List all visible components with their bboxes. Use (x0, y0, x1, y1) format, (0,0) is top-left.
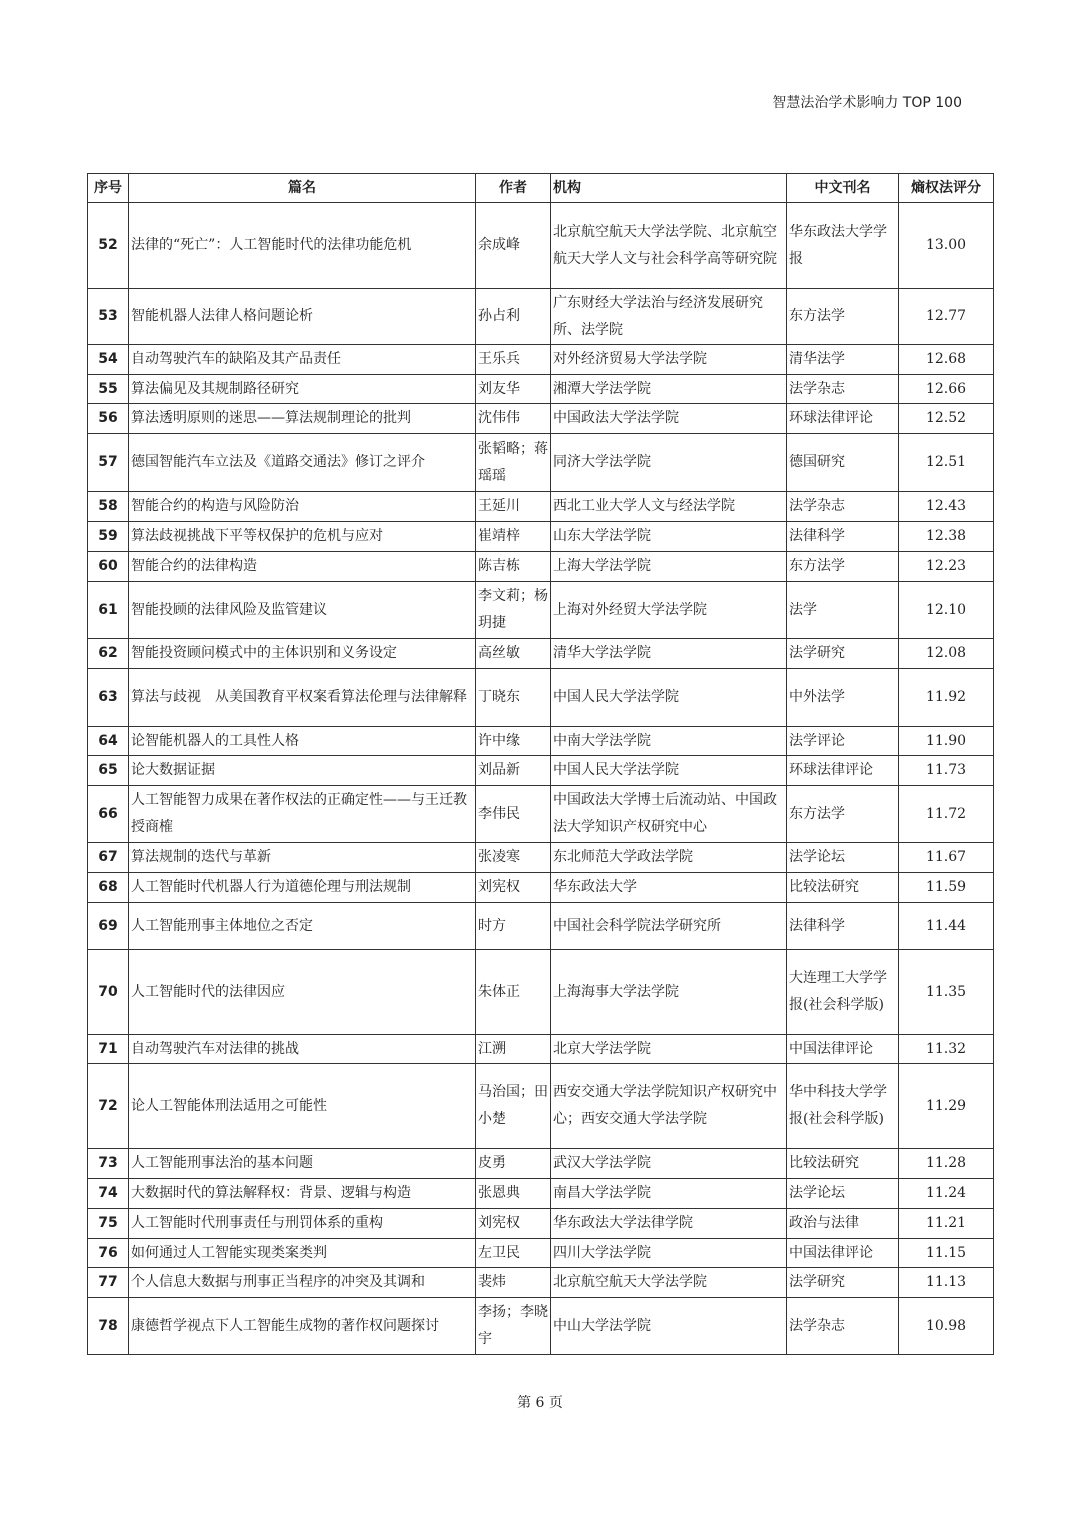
cell-title: 康德哲学视点下人工智能生成物的著作权问题探讨 (129, 1298, 476, 1355)
cell-institution: 广东财经大学法治与经济发展研究所、法学院 (551, 289, 787, 345)
cell-score: 11.32 (899, 1035, 994, 1064)
cell-score: 12.10 (899, 582, 994, 639)
cell-rank: 56 (88, 404, 129, 434)
table-row (88, 950, 994, 1035)
cell-score: 12.38 (899, 522, 994, 552)
cell-rank: 60 (88, 552, 129, 582)
cell-author: 刘品新 (476, 756, 551, 786)
cell-journal: 中国法律评论 (787, 1035, 899, 1064)
cell-rank: 78 (88, 1298, 129, 1355)
table-row (88, 786, 994, 843)
cell-score: 12.77 (899, 289, 994, 345)
cell-title: 智能合约的法律构造 (129, 552, 476, 582)
cell-rank: 65 (88, 756, 129, 786)
cell-score: 12.08 (899, 639, 994, 669)
cell-author: 马治国；田小楚 (476, 1064, 551, 1149)
cell-author: 高丝敏 (476, 639, 551, 669)
cell-score: 11.29 (899, 1064, 994, 1149)
cell-title: 论人工智能体刑法适用之可能性 (129, 1064, 476, 1149)
cell-institution: 四川大学法学院 (551, 1239, 787, 1268)
cell-rank: 61 (88, 582, 129, 639)
cell-institution: 中国政法大学博士后流动站、中国政法大学知识产权研究中心 (551, 786, 787, 843)
cell-journal: 德国研究 (787, 434, 899, 492)
cell-title: 智能机器人法律人格问题论析 (129, 289, 476, 345)
cell-title: 人工智能刑事法治的基本问题 (129, 1149, 476, 1179)
cell-title: 大数据时代的算法解释权：背景、逻辑与构造 (129, 1179, 476, 1209)
cell-institution: 中山大学法学院 (551, 1298, 787, 1355)
cell-rank: 55 (88, 375, 129, 404)
cell-author: 李文莉；杨玥捷 (476, 582, 551, 639)
cell-author: 皮勇 (476, 1149, 551, 1179)
cell-author: 张恩典 (476, 1179, 551, 1209)
cell-rank: 67 (88, 843, 129, 873)
cell-institution: 中国社会科学院法学研究所 (551, 903, 787, 950)
cell-rank: 71 (88, 1035, 129, 1064)
col-title: 篇名 (129, 174, 476, 203)
cell-score: 11.28 (899, 1149, 994, 1179)
cell-institution: 中国人民大学法学院 (551, 669, 787, 727)
cell-title: 算法与歧视 从美国教育平权案看算法伦理与法律解释 (129, 669, 476, 727)
cell-author: 丁晓东 (476, 669, 551, 727)
table-row (88, 404, 994, 434)
cell-institution: 同济大学法学院 (551, 434, 787, 492)
cell-score: 12.43 (899, 492, 994, 522)
cell-title: 算法规制的迭代与革新 (129, 843, 476, 873)
cell-journal: 环球法律评论 (787, 404, 899, 434)
cell-score: 11.15 (899, 1239, 994, 1268)
cell-score: 11.13 (899, 1268, 994, 1298)
table-row (88, 639, 994, 669)
table-row (88, 1209, 994, 1239)
cell-journal: 中外法学 (787, 669, 899, 727)
cell-journal: 东方法学 (787, 552, 899, 582)
cell-journal: 法学论坛 (787, 843, 899, 873)
cell-score: 11.35 (899, 950, 994, 1035)
cell-institution: 华东政法大学法律学院 (551, 1209, 787, 1239)
cell-institution: 中国人民大学法学院 (551, 756, 787, 786)
cell-rank: 53 (88, 289, 129, 345)
cell-institution: 清华大学法学院 (551, 639, 787, 669)
cell-score: 11.24 (899, 1179, 994, 1209)
table-row (88, 727, 994, 756)
table-row (88, 582, 994, 639)
cell-institution: 湘潭大学法学院 (551, 375, 787, 404)
page-number: 第 6 页 (517, 1395, 563, 1411)
cell-author: 崔靖梓 (476, 522, 551, 552)
cell-rank: 57 (88, 434, 129, 492)
cell-score: 12.68 (899, 345, 994, 375)
cell-score: 11.67 (899, 843, 994, 873)
cell-title: 人工智能时代刑事责任与刑罚体系的重构 (129, 1209, 476, 1239)
cell-journal: 法学研究 (787, 639, 899, 669)
cell-journal: 法学论坛 (787, 1179, 899, 1209)
cell-author: 王延川 (476, 492, 551, 522)
cell-institution: 上海大学法学院 (551, 552, 787, 582)
cell-journal: 政治与法律 (787, 1209, 899, 1239)
cell-rank: 62 (88, 639, 129, 669)
cell-institution: 华东政法大学 (551, 873, 787, 903)
cell-journal: 法学评论 (787, 727, 899, 756)
cell-score: 12.66 (899, 375, 994, 404)
cell-journal: 大连理工大学学报(社会科学版) (787, 950, 899, 1035)
cell-journal: 华东政法大学学报 (787, 203, 899, 289)
col-institution: 机构 (551, 174, 787, 203)
col-score: 熵权法评分 (899, 174, 994, 203)
cell-journal: 华中科技大学学报(社会科学版) (787, 1064, 899, 1149)
cell-rank: 70 (88, 950, 129, 1035)
table-row (88, 903, 994, 950)
table-row (88, 203, 994, 289)
table-row (88, 1149, 994, 1179)
cell-rank: 76 (88, 1239, 129, 1268)
cell-institution: 南昌大学法学院 (551, 1179, 787, 1209)
table-row (88, 1064, 994, 1149)
cell-score: 11.21 (899, 1209, 994, 1239)
cell-title: 智能投资顾问模式中的主体识别和义务设定 (129, 639, 476, 669)
table-row (88, 552, 994, 582)
cell-rank: 63 (88, 669, 129, 727)
cell-title: 人工智能时代的法律因应 (129, 950, 476, 1035)
cell-journal: 法律科学 (787, 522, 899, 552)
cell-journal: 东方法学 (787, 289, 899, 345)
cell-rank: 59 (88, 522, 129, 552)
cell-rank: 52 (88, 203, 129, 289)
cell-rank: 69 (88, 903, 129, 950)
cell-score: 11.44 (899, 903, 994, 950)
cell-author: 余成峰 (476, 203, 551, 289)
cell-title: 自动驾驶汽车对法律的挑战 (129, 1035, 476, 1064)
cell-title: 自动驾驶汽车的缺陷及其产品责任 (129, 345, 476, 375)
cell-score: 12.23 (899, 552, 994, 582)
cell-journal: 清华法学 (787, 345, 899, 375)
cell-journal: 法律科学 (787, 903, 899, 950)
cell-institution: 西北工业大学人文与经法学院 (551, 492, 787, 522)
cell-score: 12.52 (899, 404, 994, 434)
cell-title: 如何通过人工智能实现类案类判 (129, 1239, 476, 1268)
cell-journal: 环球法律评论 (787, 756, 899, 786)
cell-author: 沈伟伟 (476, 404, 551, 434)
cell-rank: 66 (88, 786, 129, 843)
table-row (88, 756, 994, 786)
cell-score: 10.98 (899, 1298, 994, 1355)
table-row (88, 669, 994, 727)
cell-institution: 北京大学法学院 (551, 1035, 787, 1064)
cell-score: 13.00 (899, 203, 994, 289)
cell-title: 论大数据证据 (129, 756, 476, 786)
cell-author: 孙占利 (476, 289, 551, 345)
col-journal: 中文刊名 (787, 174, 899, 203)
table-row (88, 1239, 994, 1268)
cell-journal: 比较法研究 (787, 1149, 899, 1179)
cell-author: 王乐兵 (476, 345, 551, 375)
table-row (88, 434, 994, 492)
cell-score: 12.51 (899, 434, 994, 492)
cell-title: 个人信息大数据与刑事正当程序的冲突及其调和 (129, 1268, 476, 1298)
cell-institution: 中南大学法学院 (551, 727, 787, 756)
table-row (88, 345, 994, 375)
table-row (88, 522, 994, 552)
table-row (88, 375, 994, 404)
cell-author: 江溯 (476, 1035, 551, 1064)
cell-title: 德国智能汽车立法及《道路交通法》修订之评介 (129, 434, 476, 492)
cell-score: 11.90 (899, 727, 994, 756)
cell-institution: 对外经济贸易大学法学院 (551, 345, 787, 375)
cell-rank: 54 (88, 345, 129, 375)
cell-score: 11.59 (899, 873, 994, 903)
cell-score: 11.72 (899, 786, 994, 843)
cell-journal: 法学研究 (787, 1268, 899, 1298)
table-row (88, 289, 994, 345)
table-row (88, 1179, 994, 1209)
cell-institution: 上海海事大学法学院 (551, 950, 787, 1035)
cell-rank: 75 (88, 1209, 129, 1239)
cell-title: 法律的“死亡”：人工智能时代的法律功能危机 (129, 203, 476, 289)
cell-rank: 74 (88, 1179, 129, 1209)
cell-author: 裴炜 (476, 1268, 551, 1298)
ranking-table (87, 173, 994, 1355)
cell-author: 时方 (476, 903, 551, 950)
table-row (88, 492, 994, 522)
cell-rank: 64 (88, 727, 129, 756)
cell-journal: 东方法学 (787, 786, 899, 843)
cell-title: 算法透明原则的迷思——算法规制理论的批判 (129, 404, 476, 434)
cell-author: 许中缘 (476, 727, 551, 756)
cell-author: 李伟民 (476, 786, 551, 843)
cell-title: 人工智能刑事主体地位之否定 (129, 903, 476, 950)
cell-rank: 58 (88, 492, 129, 522)
cell-journal: 法学杂志 (787, 1298, 899, 1355)
cell-institution: 北京航空航天大学法学院、北京航空航天大学人文与社会科学高等研究院 (551, 203, 787, 289)
cell-journal: 法学杂志 (787, 492, 899, 522)
cell-institution: 西安交通大学法学院知识产权研究中心；西安交通大学法学院 (551, 1064, 787, 1149)
cell-author: 张韬略；蒋瑶瑶 (476, 434, 551, 492)
cell-rank: 77 (88, 1268, 129, 1298)
cell-author: 左卫民 (476, 1239, 551, 1268)
cell-rank: 68 (88, 873, 129, 903)
table-row (88, 873, 994, 903)
cell-author: 刘宪权 (476, 873, 551, 903)
cell-institution: 上海对外经贸大学法学院 (551, 582, 787, 639)
cell-journal: 法学杂志 (787, 375, 899, 404)
cell-journal: 比较法研究 (787, 873, 899, 903)
cell-title: 智能合约的构造与风险防治 (129, 492, 476, 522)
cell-journal: 法学 (787, 582, 899, 639)
cell-institution: 北京航空航天大学法学院 (551, 1268, 787, 1298)
cell-title: 算法偏见及其规制路径研究 (129, 375, 476, 404)
table-row (88, 1035, 994, 1064)
cell-rank: 72 (88, 1064, 129, 1149)
col-author: 作者 (476, 174, 551, 203)
table-row (88, 843, 994, 873)
cell-institution: 中国政法大学法学院 (551, 404, 787, 434)
cell-author: 刘宪权 (476, 1209, 551, 1239)
cell-title: 智能投顾的法律风险及监管建议 (129, 582, 476, 639)
running-header: 智慧法治学术影响力 TOP 100 (772, 95, 962, 111)
cell-author: 朱体正 (476, 950, 551, 1035)
table-header-row (88, 174, 994, 203)
cell-title: 人工智能智力成果在著作权法的正确定性——与王迁教授商榷 (129, 786, 476, 843)
table-row (88, 1268, 994, 1298)
cell-score: 11.92 (899, 669, 994, 727)
cell-title: 论智能机器人的工具性人格 (129, 727, 476, 756)
cell-institution: 武汉大学法学院 (551, 1149, 787, 1179)
cell-institution: 东北师范大学政法学院 (551, 843, 787, 873)
cell-score: 11.73 (899, 756, 994, 786)
cell-journal: 中国法律评论 (787, 1239, 899, 1268)
cell-author: 刘友华 (476, 375, 551, 404)
cell-title: 人工智能时代机器人行为道德伦理与刑法规制 (129, 873, 476, 903)
cell-title: 算法歧视挑战下平等权保护的危机与应对 (129, 522, 476, 552)
col-rank: 序号 (88, 174, 129, 203)
cell-author: 陈吉栋 (476, 552, 551, 582)
table-row (88, 1298, 994, 1355)
cell-institution: 山东大学法学院 (551, 522, 787, 552)
cell-author: 李扬；李晓宇 (476, 1298, 551, 1355)
cell-author: 张凌寒 (476, 843, 551, 873)
cell-rank: 73 (88, 1149, 129, 1179)
